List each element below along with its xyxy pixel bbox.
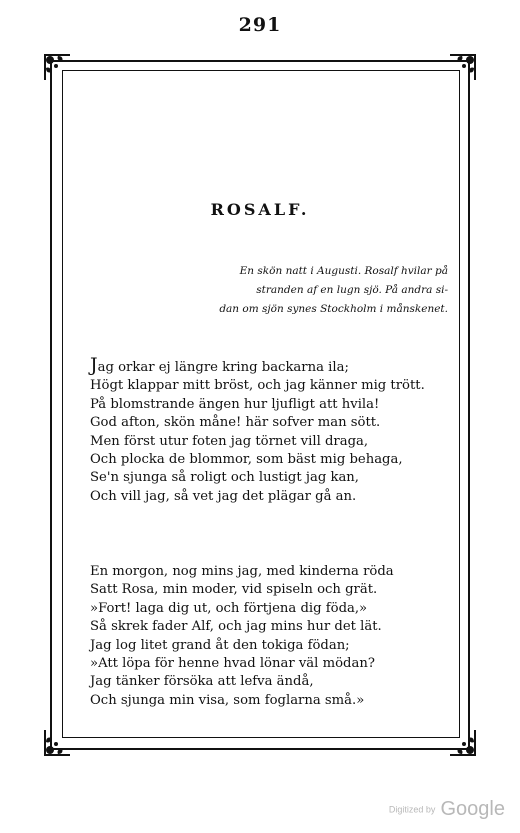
verse-line: Och plocka de blommor, som bäst mig behaga, — [90, 452, 403, 468]
verse-line: Och sjunga min visa, som foglarna små.» — [90, 692, 365, 708]
corner-ornament-icon — [448, 52, 478, 82]
corner-ornament-icon — [42, 728, 72, 758]
page-number: 291 — [238, 14, 282, 36]
verse-line: Jag log litet grand åt den tokiga födan; — [90, 637, 350, 653]
drop-cap: J — [90, 354, 98, 376]
verse-line: Jag tänker försöka att lefva ändå, — [90, 674, 314, 690]
argument-line: dan om sjön synes Stockholm i månskenet. — [219, 303, 448, 315]
stanza-1 — [90, 356, 450, 506]
verse-line: Men först utur foten jag törnet vill draga, — [90, 433, 369, 449]
verse-line: Högt klappar mitt bröst, och jag känner mig trött. — [90, 378, 425, 394]
watermark-brand: Google — [440, 798, 505, 820]
verse-line: På blomstrande ängen hur ljufligt att hvila! — [90, 396, 380, 412]
stanza-2 — [90, 563, 450, 710]
argument-line: En skön natt i Augusti. Rosalf hvilar på — [239, 265, 448, 277]
verse-line: Se'n sjunga så roligt och lustigt jag kan, — [90, 470, 359, 486]
verse-line-text: ag orkar ej längre kring backarna ila; — [97, 360, 349, 375]
watermark-prefix: Digitized by — [388, 804, 436, 815]
verse-line: En morgon, nog mins jag, med kinderna röda — [90, 564, 394, 579]
verse-line: Satt Rosa, min moder, vid spiseln och grät. — [90, 582, 378, 598]
verse-line: Så skrek fader Alf, och jag mins hur det lät. — [90, 619, 382, 635]
verse-line: »Att löpa för henne hvad lönar väl mödan? — [90, 656, 375, 672]
poem-argument — [190, 262, 448, 319]
verse-line — [90, 356, 450, 377]
corner-ornament-icon — [448, 728, 478, 758]
corner-ornament-icon — [42, 52, 72, 82]
digitized-watermark — [330, 798, 505, 821]
argument-line: stranden af en lugn sjö. På andra si- — [256, 284, 448, 296]
verse-line: Och vill jag, så vet jag det plägar gå an. — [90, 488, 357, 504]
verse-line: God afton, skön måne! här sofver man sött. — [90, 415, 381, 431]
verse-line: »Fort! laga dig ut, och förtjena dig föda,» — [90, 600, 368, 616]
poem-title: ROSALF. — [210, 200, 310, 219]
